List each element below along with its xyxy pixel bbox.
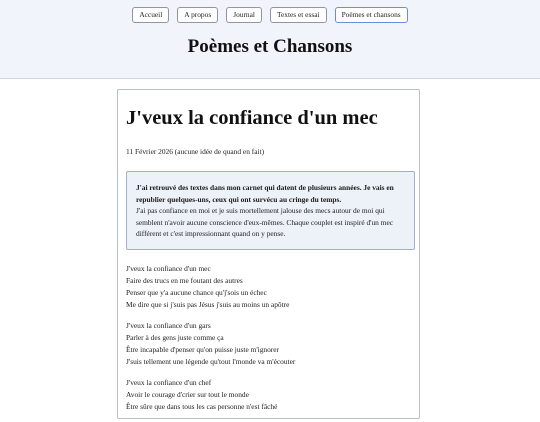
nav-poemes-et-chansons[interactable]: Poèmes et chansons	[335, 7, 408, 23]
poem-line: Avoir le courage d'crier sur tout le monde	[126, 390, 249, 399]
poem-line: J'suis tellement une légende qu'tout l'monde va m'écouter	[126, 357, 296, 366]
intro-note-bold: J'ai retrouvé des textes dans mon carnet qui datent de plusieurs années. Je vais en republier quelques-uns, ceux qui ont survécu au cringe du temps.	[136, 183, 394, 204]
nav-accueil[interactable]: Accueil	[132, 7, 169, 23]
post-date: 11 Février 2026 (aucune idée de quand en fait)	[126, 147, 265, 156]
poem-line: Faire des trucs en me foutant des autres	[126, 276, 243, 285]
intro-note	[126, 171, 415, 250]
nav-a-propos[interactable]: A propos	[177, 7, 218, 23]
intro-note-text: J'ai pas confiance en moi et je suis mortellement jalouse des mecs autour de moi qui semblent n'avoir aucune conscience d'eux-mêmes. Chaque couplet est inspiré d'un mec différent et c'est impressionnant quand on y pense.	[136, 206, 394, 239]
nav-journal[interactable]: Journal	[226, 7, 262, 23]
poem-line: J'veux la confiance d'un gars	[126, 321, 211, 330]
post-title: J'veux la confiance d'un mec	[126, 107, 378, 129]
poem-line: Me dire que si j'suis pas Jésus j'suis au moins un apôtre	[126, 300, 290, 309]
poem-line: Être incapable d'penser qu'on puisse juste m'ignorer	[126, 345, 279, 354]
site-title: Poèmes et Chansons	[187, 36, 353, 57]
stanza-1	[126, 263, 416, 311]
stanza-2	[126, 320, 416, 368]
site-header	[0, 0, 540, 79]
stanza-3	[126, 377, 416, 413]
poem-line: Parler à des gens juste comme ça	[126, 333, 224, 342]
poem-line: Penser que y'a aucune chance qu'j'sois un échec	[126, 288, 267, 297]
poem	[126, 263, 416, 422]
main-nav	[0, 7, 540, 23]
poem-line: J'veux la confiance d'un chef	[126, 378, 212, 387]
poem-line: J'veux la confiance d'un mec	[126, 264, 211, 273]
article-card	[117, 89, 420, 419]
nav-textes-et-essai[interactable]: Textes et essai	[270, 7, 327, 23]
poem-line: Être sûre que dans tous les cas personne n'est fâché	[126, 402, 278, 411]
